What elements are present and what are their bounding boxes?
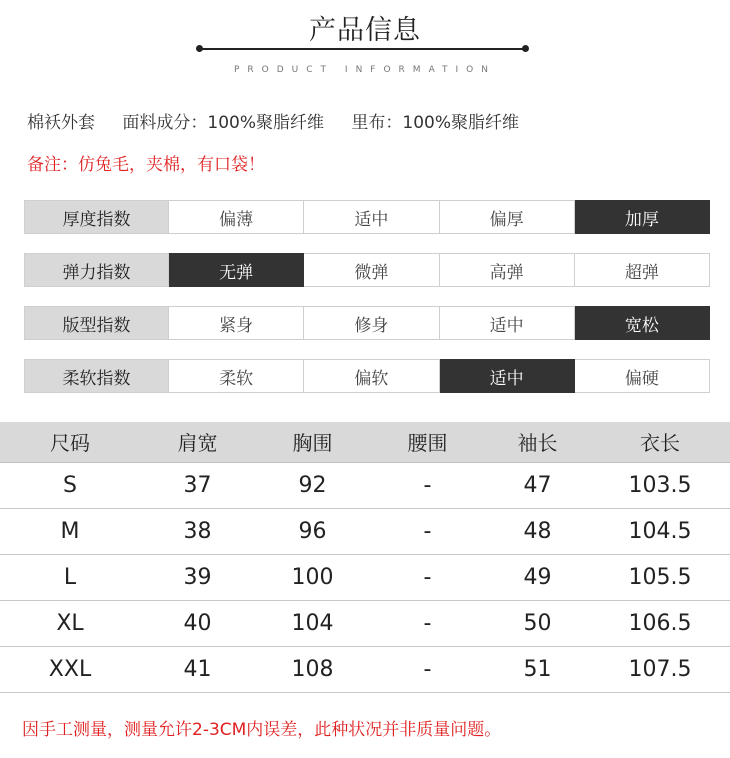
product-info-subtitle: PRODUCT INFORMATION bbox=[233, 65, 497, 75]
table-row bbox=[0, 554, 730, 600]
index-option-selected: 加厚 bbox=[575, 200, 710, 234]
index-label: 弹力指数 bbox=[24, 253, 169, 287]
table-cell: 50 bbox=[485, 600, 590, 646]
table-cell: 41 bbox=[140, 646, 255, 692]
index-label: 厚度指数 bbox=[24, 200, 169, 234]
table-row bbox=[0, 462, 730, 508]
table-cell: 49 bbox=[485, 554, 590, 600]
info-item-lining: 里布：100%聚脂纤维 bbox=[351, 113, 520, 133]
table-cell: 103.5 bbox=[590, 462, 730, 508]
table-cell: - bbox=[370, 600, 485, 646]
table-cell: 47 bbox=[485, 462, 590, 508]
index-row bbox=[24, 253, 710, 287]
table-row bbox=[0, 508, 730, 554]
table-cell: - bbox=[370, 508, 485, 554]
index-option: 适中 bbox=[304, 200, 439, 234]
index-option: 柔软 bbox=[169, 359, 304, 393]
table-cell: 107.5 bbox=[590, 646, 730, 692]
product-note: 备注：仿兔毛，夹棉，有口袋！ bbox=[27, 155, 265, 175]
size-table-header-cell: 腰围 bbox=[370, 422, 485, 462]
table-row bbox=[0, 646, 730, 692]
index-label: 柔软指数 bbox=[24, 359, 169, 393]
table-cell: 104.5 bbox=[590, 508, 730, 554]
table-cell: S bbox=[0, 462, 140, 508]
table-cell: 108 bbox=[255, 646, 370, 692]
index-row bbox=[24, 306, 710, 340]
table-cell: - bbox=[370, 554, 485, 600]
size-table-header-cell: 袖长 bbox=[485, 422, 590, 462]
info-item-fabric: 面料成分：100%聚脂纤维 bbox=[122, 113, 325, 133]
index-label: 版型指数 bbox=[24, 306, 169, 340]
table-cell: M bbox=[0, 508, 140, 554]
table-cell: 100 bbox=[255, 554, 370, 600]
table-cell: XL bbox=[0, 600, 140, 646]
product-info-title: 产品信息 bbox=[309, 15, 421, 46]
index-option: 偏薄 bbox=[169, 200, 304, 234]
table-row bbox=[0, 600, 730, 646]
index-option-selected: 无弹 bbox=[169, 253, 304, 287]
index-option: 紧身 bbox=[169, 306, 304, 340]
size-table bbox=[0, 422, 730, 693]
index-option: 偏软 bbox=[304, 359, 439, 393]
title-line-dot-left bbox=[196, 45, 203, 52]
index-option-selected: 适中 bbox=[440, 359, 575, 393]
index-option: 偏厚 bbox=[440, 200, 575, 234]
index-option: 微弹 bbox=[304, 253, 439, 287]
index-row bbox=[24, 359, 710, 393]
table-cell: 51 bbox=[485, 646, 590, 692]
info-item-type: 棉袄外套 bbox=[27, 113, 95, 133]
table-cell: 106.5 bbox=[590, 600, 730, 646]
index-option: 偏硬 bbox=[575, 359, 710, 393]
size-table-header-cell: 尺码 bbox=[0, 422, 140, 462]
index-option: 高弹 bbox=[440, 253, 575, 287]
table-cell: 48 bbox=[485, 508, 590, 554]
size-table-header-cell: 衣长 bbox=[590, 422, 730, 462]
table-cell: 96 bbox=[255, 508, 370, 554]
table-cell: XXL bbox=[0, 646, 140, 692]
index-row bbox=[24, 200, 710, 234]
index-option-selected: 宽松 bbox=[575, 306, 710, 340]
table-cell: 105.5 bbox=[590, 554, 730, 600]
title-line-dot-right bbox=[522, 45, 529, 52]
index-option: 超弹 bbox=[575, 253, 710, 287]
size-table-header-cell: 胸围 bbox=[255, 422, 370, 462]
size-table-header bbox=[0, 422, 730, 462]
table-cell: 92 bbox=[255, 462, 370, 508]
table-cell: 37 bbox=[140, 462, 255, 508]
table-cell: 38 bbox=[140, 508, 255, 554]
table-cell: - bbox=[370, 646, 485, 692]
table-cell: 104 bbox=[255, 600, 370, 646]
measurement-disclaimer: 因手工测量，测量允许2-3CM内误差，此种状况并非质量问题。 bbox=[22, 720, 502, 740]
table-cell: L bbox=[0, 554, 140, 600]
size-table-header-cell: 肩宽 bbox=[140, 422, 255, 462]
title-underline bbox=[199, 48, 525, 50]
table-cell: - bbox=[370, 462, 485, 508]
product-info-line bbox=[27, 108, 541, 133]
size-table-body bbox=[0, 462, 730, 692]
index-option: 适中 bbox=[440, 306, 575, 340]
table-cell: 39 bbox=[140, 554, 255, 600]
table-cell: 40 bbox=[140, 600, 255, 646]
index-option: 修身 bbox=[304, 306, 439, 340]
